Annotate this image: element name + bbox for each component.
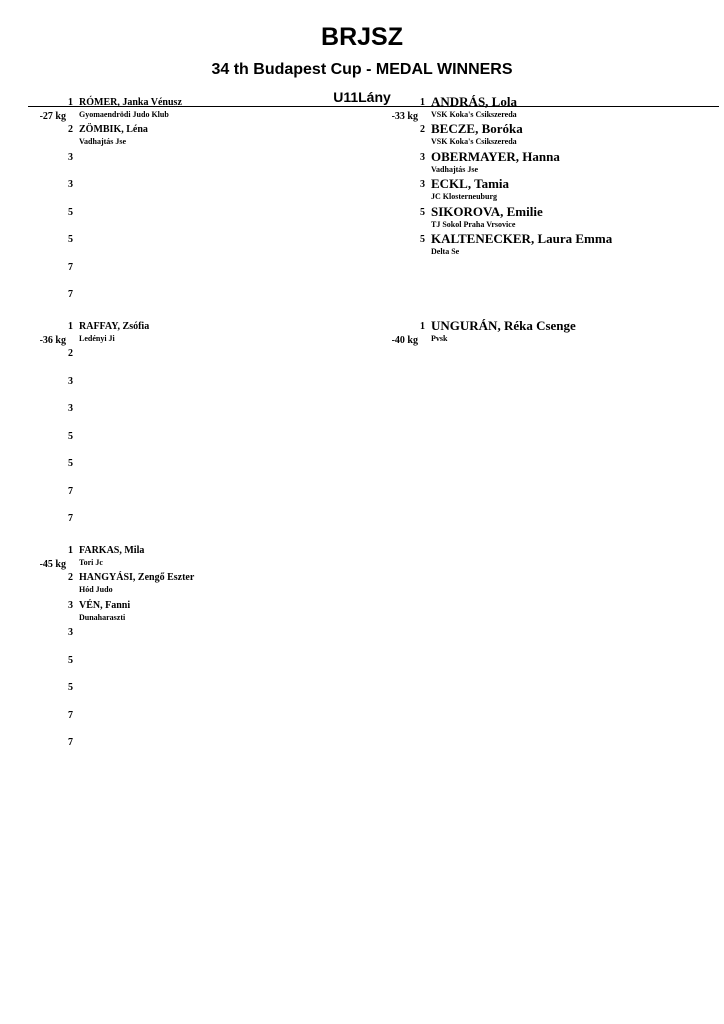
place-number: 5 — [68, 655, 73, 666]
medal-entry — [68, 347, 348, 374]
club-name: JC Klosterneuburg — [431, 192, 497, 201]
place-number: 7 — [68, 513, 73, 524]
place-number: 2 — [68, 572, 73, 583]
club-name: Vadhajtás Jse — [431, 165, 479, 174]
athlete-name: UNGURÁN, Réka Csenge — [431, 318, 576, 333]
weight-class-label: -45 kg — [39, 559, 66, 570]
place-number: 7 — [68, 710, 73, 721]
club-name: TJ Sokol Praha Vrsovice — [431, 220, 516, 229]
athlete-name: ZÖMBIK, Léna — [79, 124, 148, 135]
weight-class-label: -36 kg — [39, 335, 66, 346]
medal-entry — [68, 571, 348, 598]
place-number: 7 — [68, 486, 73, 497]
medal-entry — [68, 544, 348, 571]
medal-entry — [68, 457, 348, 484]
medal-entry — [68, 709, 348, 736]
place-number: 7 — [68, 262, 73, 273]
club-name: Hód Judo — [79, 585, 113, 594]
club-name: Delta Se — [431, 247, 460, 256]
weight-class-label: -33 kg — [391, 111, 418, 122]
medal-entry — [68, 626, 348, 653]
medal-entry — [420, 206, 700, 233]
medal-entry — [68, 320, 348, 347]
place-number: 2 — [68, 124, 73, 135]
medal-entry — [420, 96, 700, 123]
medal-entry — [68, 402, 348, 429]
place-number: 2 — [68, 348, 73, 359]
place-number: 3 — [68, 179, 73, 190]
medal-entry — [68, 599, 348, 626]
club-name: Gyomaendrödi Judo Klub — [79, 110, 169, 119]
athlete-name: RÓMER, Janka Vénusz — [79, 97, 182, 108]
club-name: Pvsk — [431, 334, 448, 343]
place-number: 3 — [68, 376, 73, 387]
medal-entry — [68, 288, 348, 315]
place-number: 3 — [68, 627, 73, 638]
athlete-name: VÉN, Fanni — [79, 600, 131, 611]
athlete-name: HANGYÁSI, Zengő Eszter — [79, 572, 195, 583]
medal-entry — [68, 485, 348, 512]
athlete-name: ECKL, Tamia — [431, 176, 510, 191]
athlete-name: FARKAS, Mila — [79, 545, 145, 556]
medal-entry — [420, 233, 700, 260]
place-number: 5 — [68, 431, 73, 442]
medal-entry — [420, 178, 700, 205]
medal-entry — [68, 178, 348, 205]
medal-entry — [68, 96, 348, 123]
place-number: 3 — [420, 152, 425, 163]
medal-entry — [68, 123, 348, 150]
place-number: 5 — [68, 458, 73, 469]
club-name: Dunaharaszti — [79, 613, 126, 622]
place-number: 3 — [420, 179, 425, 190]
medal-entry — [68, 261, 348, 288]
weight-class-label: -27 kg — [39, 111, 66, 122]
medal-entry — [68, 206, 348, 233]
athlete-name: OBERMAYER, Hanna — [431, 149, 560, 164]
place-number: 5 — [68, 682, 73, 693]
category-title: U11Lány — [333, 89, 391, 105]
place-number: 1 — [420, 97, 425, 108]
medal-entry — [420, 320, 700, 347]
athlete-name: RAFFAY, Zsófia — [79, 321, 150, 332]
club-name: VSK Koka's Csikszereda — [431, 110, 517, 119]
medal-entry — [68, 654, 348, 681]
place-number: 2 — [420, 124, 425, 135]
medal-entry — [68, 681, 348, 708]
club-name: Tori Jc — [79, 558, 103, 567]
place-number: 3 — [68, 152, 73, 163]
event-title: 34 th Budapest Cup - MEDAL WINNERS — [211, 61, 513, 78]
athlete-name: KALTENECKER, Laura Emma — [431, 231, 613, 246]
medal-entry — [68, 512, 348, 539]
place-number: 1 — [68, 545, 73, 556]
place-number: 5 — [68, 234, 73, 245]
athlete-name: BECZE, Boróka — [431, 121, 523, 136]
club-name: Vadhajtás Jse — [79, 137, 127, 146]
club-name: Ledényi Ji — [79, 334, 115, 343]
weight-class-label: -40 kg — [391, 335, 418, 346]
organization-title: BRJSZ — [321, 23, 403, 51]
medal-entry — [420, 123, 700, 150]
place-number: 3 — [68, 403, 73, 414]
place-number: 1 — [68, 321, 73, 332]
place-number: 5 — [420, 207, 425, 218]
medal-entry — [420, 151, 700, 178]
medal-entry — [68, 151, 348, 178]
place-number: 5 — [68, 207, 73, 218]
medal-entry — [68, 736, 348, 763]
place-number: 7 — [68, 737, 73, 748]
place-number: 3 — [68, 600, 73, 611]
athlete-name: ANDRÁS, Lola — [431, 94, 517, 109]
medal-entry — [68, 375, 348, 402]
place-number: 5 — [420, 234, 425, 245]
place-number: 1 — [68, 97, 73, 108]
club-name: VSK Koka's Csikszereda — [431, 137, 517, 146]
medal-entry — [68, 430, 348, 457]
place-number: 7 — [68, 289, 73, 300]
athlete-name: SIKOROVA, Emilie — [431, 204, 543, 219]
medal-entry — [68, 233, 348, 260]
place-number: 1 — [420, 321, 425, 332]
